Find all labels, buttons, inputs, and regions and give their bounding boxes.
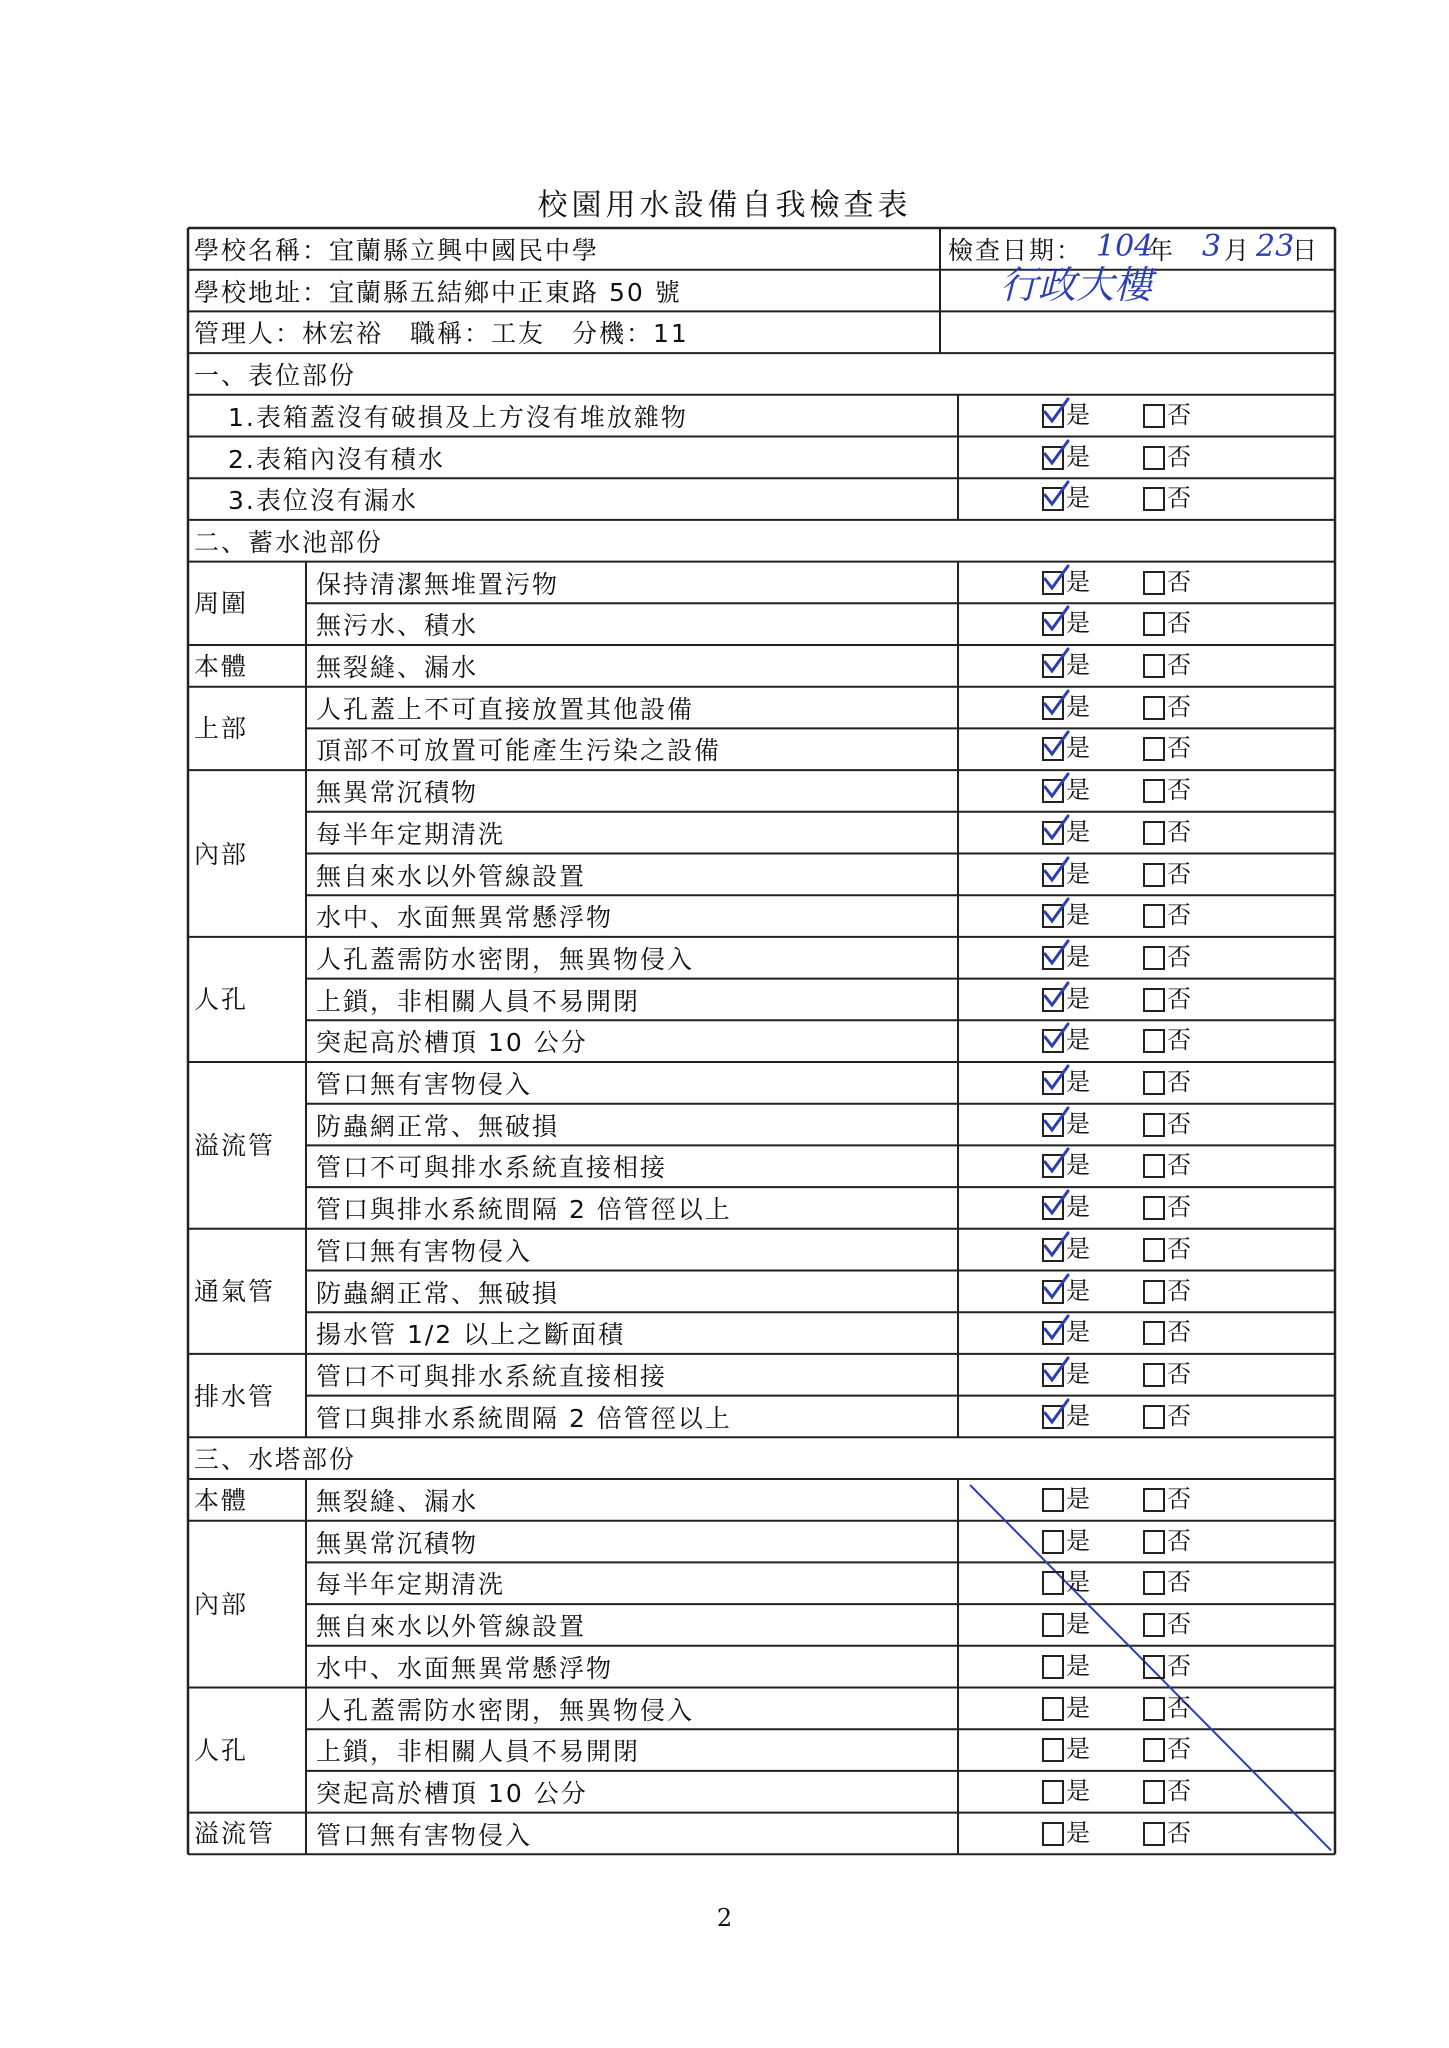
- yes-option-label: 是: [1066, 1318, 1090, 1347]
- yes-checkbox[interactable]: [1042, 1488, 1064, 1512]
- check-item-text: 人孔蓋需防水密閉，無異物侵入: [316, 1695, 695, 1725]
- no-checkbox[interactable]: [1143, 696, 1165, 720]
- no-checkbox[interactable]: [1143, 1071, 1165, 1095]
- yes-option-label: 是: [1066, 1234, 1090, 1263]
- no-option-label: 否: [1167, 1068, 1191, 1096]
- yes-option-label: 是: [1066, 984, 1090, 1013]
- check-item-text: 水中、水面無異常懸浮物: [316, 1653, 614, 1683]
- check-item-text: 上鎖，非相關人員不易開閉: [316, 1737, 641, 1767]
- check-item-text: 無自來水以外管線設置: [316, 1612, 587, 1642]
- no-checkbox[interactable]: [1143, 904, 1165, 928]
- no-option-label: 否: [1167, 776, 1191, 805]
- no-checkbox[interactable]: [1143, 1113, 1165, 1137]
- yes-checkbox[interactable]: [1042, 1738, 1064, 1762]
- check-item-text: 管口無有害物侵入: [316, 1070, 533, 1099]
- yes-option-label: 是: [1066, 1651, 1090, 1680]
- no-checkbox[interactable]: [1143, 1196, 1165, 1220]
- check-item-text: 管口與排水系統間隔 2 倍管徑以上: [316, 1403, 732, 1433]
- yes-option-label: 是: [1066, 1735, 1090, 1764]
- check-date-year: 104: [1096, 229, 1154, 264]
- no-option-label: 否: [1167, 1610, 1191, 1639]
- yes-checkbox[interactable]: [1042, 1571, 1064, 1595]
- school-name: 學校名稱：宜蘭縣立興中國民中學: [194, 236, 600, 265]
- check-item-text: 頂部不可放置可能產生污染之設備: [316, 736, 722, 766]
- check-item-text: 管口無有害物侵入: [316, 1820, 533, 1850]
- no-option-label: 否: [1167, 1693, 1191, 1722]
- no-checkbox[interactable]: [1143, 1363, 1165, 1387]
- no-option-label: 否: [1167, 1818, 1191, 1847]
- no-checkbox[interactable]: [1143, 1280, 1165, 1304]
- no-checkbox[interactable]: [1143, 1154, 1165, 1178]
- yes-option-label: 是: [1066, 1276, 1090, 1305]
- group-label: 周圍: [194, 589, 249, 619]
- check-item-text: 每半年定期清洗: [316, 1570, 506, 1600]
- check-item-text: 人孔蓋需防水密閉，無異物侵入: [316, 944, 695, 974]
- check-date-label: 檢查日期：: [948, 236, 1084, 265]
- no-checkbox[interactable]: [1143, 779, 1165, 803]
- yes-option-label: 是: [1066, 776, 1090, 805]
- no-option-label: 否: [1167, 1651, 1191, 1680]
- no-checkbox[interactable]: [1143, 1530, 1165, 1554]
- year-unit: 年: [1148, 236, 1176, 265]
- yes-checkbox[interactable]: [1042, 1780, 1064, 1804]
- yes-option-label: 是: [1066, 1193, 1090, 1222]
- check-item-text: 2.表箱內沒有積水: [228, 444, 445, 474]
- check-item-text: 無裂縫、漏水: [316, 653, 479, 682]
- yes-option-label: 是: [1066, 1568, 1090, 1597]
- yes-option-label: 是: [1066, 817, 1090, 846]
- yes-checkbox[interactable]: [1042, 1530, 1064, 1554]
- yes-checkbox[interactable]: [1042, 1697, 1064, 1721]
- no-checkbox[interactable]: [1143, 1238, 1165, 1262]
- no-checkbox[interactable]: [1143, 1655, 1165, 1679]
- no-checkbox[interactable]: [1143, 1405, 1165, 1429]
- check-item-text: 揚水管 1/2 以上之斷面積: [316, 1320, 626, 1350]
- yes-option-label: 是: [1066, 1401, 1090, 1430]
- check-item-text: 3.表位沒有漏水: [228, 486, 418, 516]
- group-label: 內部: [194, 839, 249, 869]
- no-option-label: 否: [1167, 484, 1191, 513]
- check-item-text: 1.表箱蓋沒有破損及上方沒有堆放雜物: [228, 402, 688, 432]
- page-number: 2: [716, 1904, 733, 1932]
- no-checkbox[interactable]: [1143, 988, 1165, 1012]
- yes-option-label: 是: [1066, 692, 1090, 721]
- check-date-month: 3: [1202, 229, 1222, 264]
- section-title: 一、表位部份: [194, 361, 357, 391]
- no-option-label: 否: [1167, 859, 1191, 888]
- no-checkbox[interactable]: [1143, 863, 1165, 887]
- no-option-label: 否: [1167, 567, 1191, 596]
- yes-option-label: 是: [1066, 734, 1090, 763]
- no-checkbox[interactable]: [1143, 821, 1165, 845]
- no-checkbox[interactable]: [1143, 1321, 1165, 1345]
- yes-option-label: 是: [1066, 1693, 1090, 1722]
- check-item-text: 無異常沉積物: [316, 778, 479, 808]
- yes-option-label: 是: [1066, 442, 1090, 471]
- yes-option-label: 是: [1066, 1818, 1090, 1847]
- yes-option-label: 是: [1066, 1485, 1090, 1513]
- yes-checkbox[interactable]: [1042, 1822, 1064, 1846]
- month-unit: 月: [1224, 236, 1252, 265]
- check-item-text: 防蟲網正常、無破損: [316, 1111, 560, 1141]
- no-checkbox[interactable]: [1143, 1571, 1165, 1595]
- no-option-label: 否: [1167, 817, 1191, 846]
- no-option-label: 否: [1167, 692, 1191, 721]
- no-option-label: 否: [1167, 609, 1191, 638]
- no-checkbox[interactable]: [1143, 446, 1165, 470]
- yes-option-label: 是: [1066, 1359, 1090, 1388]
- no-checkbox[interactable]: [1143, 1029, 1165, 1053]
- check-item-text: 水中、水面無異常懸浮物: [316, 903, 614, 933]
- no-checkbox[interactable]: [1143, 737, 1165, 761]
- no-option-label: 否: [1167, 442, 1191, 471]
- no-checkbox[interactable]: [1143, 612, 1165, 636]
- yes-option-label: 是: [1066, 1526, 1090, 1555]
- check-item-text: 管口不可與排水系統直接相接: [316, 1361, 668, 1391]
- section-title: 二、蓄水池部份: [194, 527, 384, 557]
- location-note: 行政大樓: [1000, 262, 1153, 307]
- no-checkbox[interactable]: [1143, 1488, 1165, 1512]
- check-item-text: 管口不可與排水系統直接相接: [316, 1153, 668, 1183]
- no-option-label: 否: [1167, 1526, 1191, 1555]
- check-item-text: 無裂縫、漏水: [316, 1487, 479, 1516]
- check-item-text: 每半年定期清洗: [316, 819, 506, 849]
- no-option-label: 否: [1167, 1234, 1191, 1263]
- no-option-label: 否: [1167, 1026, 1191, 1055]
- no-option-label: 否: [1167, 1318, 1191, 1347]
- yes-option-label: 是: [1066, 484, 1090, 513]
- yes-option-label: 是: [1066, 901, 1090, 930]
- group-label: 上部: [194, 714, 249, 744]
- check-item-text: 無異常沉積物: [316, 1528, 479, 1558]
- group-label: 通氣管: [194, 1277, 276, 1307]
- check-item-text: 上鎖，非相關人員不易開閉: [316, 986, 641, 1016]
- form-title: 校園用水設備自我檢查表: [537, 188, 912, 223]
- no-option-label: 否: [1167, 400, 1191, 429]
- check-item-text: 管口無有害物侵入: [316, 1236, 533, 1266]
- check-item-text: 無自來水以外管線設置: [316, 861, 587, 891]
- yes-checkbox[interactable]: [1042, 1655, 1064, 1679]
- no-checkbox[interactable]: [1143, 571, 1165, 595]
- no-checkbox[interactable]: [1143, 1697, 1165, 1721]
- no-option-label: 否: [1167, 1193, 1191, 1222]
- no-option-label: 否: [1167, 1109, 1191, 1138]
- no-option-label: 否: [1167, 1359, 1191, 1388]
- no-checkbox[interactable]: [1143, 654, 1165, 678]
- group-label: 內部: [194, 1590, 249, 1620]
- check-item-text: 管口與排水系統間隔 2 倍管徑以上: [316, 1195, 732, 1225]
- yes-option-label: 是: [1066, 1151, 1090, 1180]
- yes-option-label: 是: [1066, 1610, 1090, 1639]
- group-label: 本體: [194, 1485, 249, 1515]
- yes-option-label: 是: [1066, 567, 1090, 596]
- group-label: 溢流管: [194, 1819, 276, 1849]
- no-option-label: 否: [1167, 1776, 1191, 1805]
- no-checkbox[interactable]: [1143, 1738, 1165, 1762]
- no-checkbox[interactable]: [1143, 404, 1165, 428]
- check-item-text: 人孔蓋上不可直接放置其他設備: [316, 694, 695, 724]
- check-date-day: 23: [1256, 229, 1295, 264]
- check-item-text: 突起高於槽頂 10 公分: [316, 1028, 588, 1058]
- yes-option-label: 是: [1066, 609, 1090, 638]
- yes-option-label: 是: [1066, 1068, 1090, 1096]
- no-checkbox[interactable]: [1143, 946, 1165, 970]
- no-option-label: 否: [1167, 1401, 1191, 1430]
- manager-info: 管理人：林宏裕 職稱：工友 分機：11: [194, 319, 689, 349]
- day-unit: 日: [1292, 236, 1320, 265]
- no-checkbox[interactable]: [1143, 487, 1165, 511]
- yes-option-label: 是: [1066, 859, 1090, 888]
- no-checkbox[interactable]: [1143, 1613, 1165, 1637]
- yes-option-label: 是: [1066, 1026, 1090, 1055]
- yes-option-label: 是: [1066, 1776, 1090, 1805]
- no-option-label: 否: [1167, 1568, 1191, 1597]
- group-label: 排水管: [194, 1381, 276, 1411]
- check-item-text: 突起高於槽頂 10 公分: [316, 1778, 588, 1808]
- no-option-label: 否: [1167, 1735, 1191, 1764]
- yes-option-label: 是: [1066, 400, 1090, 429]
- group-label: 本體: [194, 651, 249, 681]
- group-label: 人孔: [194, 985, 249, 1015]
- no-option-label: 否: [1167, 734, 1191, 763]
- yes-option-label: 是: [1066, 942, 1090, 971]
- yes-option-label: 是: [1066, 651, 1090, 679]
- school-address: 學校地址：宜蘭縣五結鄉中正東路 50 號: [194, 277, 682, 307]
- no-checkbox[interactable]: [1143, 1822, 1165, 1846]
- no-option-label: 否: [1167, 942, 1191, 971]
- check-item-text: 防蟲網正常、無破損: [316, 1278, 560, 1308]
- group-label: 溢流管: [194, 1131, 276, 1161]
- yes-checkbox[interactable]: [1042, 1613, 1064, 1637]
- no-option-label: 否: [1167, 1276, 1191, 1305]
- no-option-label: 否: [1167, 1485, 1191, 1513]
- no-option-label: 否: [1167, 901, 1191, 930]
- section-title: 三、水塔部份: [194, 1445, 357, 1475]
- check-item-text: 保持清潔無堆置污物: [316, 569, 560, 599]
- yes-option-label: 是: [1066, 1109, 1090, 1138]
- no-option-label: 否: [1167, 1151, 1191, 1180]
- no-checkbox[interactable]: [1143, 1780, 1165, 1804]
- no-option-label: 否: [1167, 651, 1191, 679]
- check-item-text: 無污水、積水: [316, 611, 479, 641]
- group-label: 人孔: [194, 1736, 249, 1766]
- no-option-label: 否: [1167, 984, 1191, 1013]
